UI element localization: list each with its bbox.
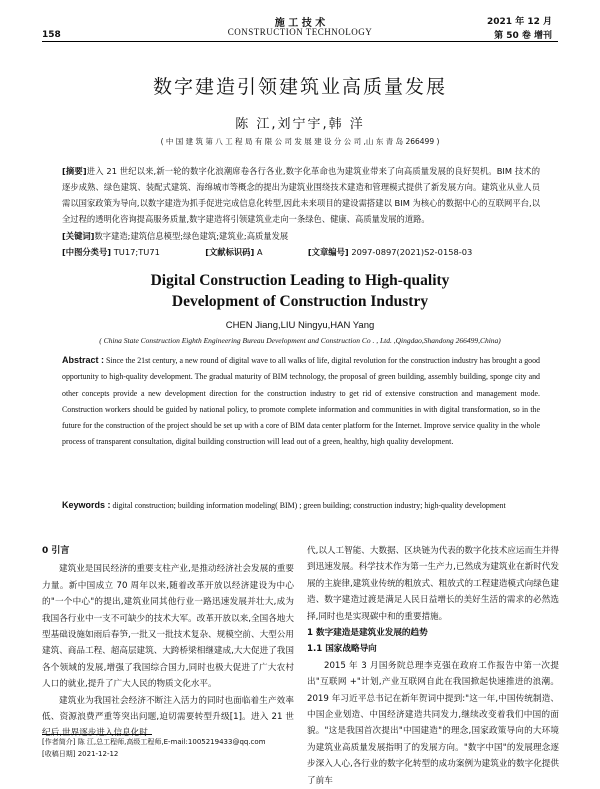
doc-code-value: A bbox=[256, 247, 263, 257]
affiliation-en: ( China State Construction Eighth Engineering Bureau Development and Construction Co . , Ltd. ,Qingdao,Shandong 266499,China) bbox=[99, 336, 501, 345]
journal-title-cn: 施 工 技 术 bbox=[274, 18, 326, 29]
title-cn: 数字建造引领建筑业高质量发展 bbox=[152, 76, 447, 98]
title-en: Digital Construction Leading to High-quality Development of Construction Industry bbox=[150, 272, 450, 310]
section-0-heading: 0 引言 bbox=[42, 546, 70, 556]
left-paragraph-2: 建筑业为我国社会经济不断注入活力的同时也面临着生产效率低、资源浪费严重等突出问题,迫切需要转型升级[1]。进入 21 世 bbox=[42, 695, 294, 723]
keywords-en bbox=[62, 497, 540, 514]
footnote bbox=[42, 737, 294, 760]
article-number-value: 2097-0897(2021)S2-0158-03 bbox=[351, 247, 473, 257]
issue-date: 2021 年 12 月 bbox=[487, 17, 552, 27]
abstract-cn bbox=[62, 163, 540, 227]
received-date-text: 2021-12-12 bbox=[77, 749, 119, 758]
article-number-label: [文章编号] bbox=[307, 247, 349, 257]
right-column bbox=[307, 543, 559, 789]
keywords-cn bbox=[62, 228, 540, 244]
abstract-cn-text: 进入 21 世纪以来,新一轮的数字化浪潮席卷各行各业,数字化革命也为建筑业带来了向高质量发展的良好契机。BIM 技术的逐步成熟、绿色建筑、装配式建筑、海绵城市等概念的提出为建筑业围绕技术建造和管理模式提供了新发展方向。建筑业从业人员需以国家政策为导向,以数字建造为抓手促进完成信息化转型,因此未来项目的建设需搭建以 BIM 为核心的数据中心的互联网平台,以全过程的透明化咨询提高服务质量,数字建造将引领建筑业走向一条绿色、健康、高质量发展的道路。 bbox=[62, 166, 541, 224]
right-paragraph-2: 2015 年 3 月国务院总理李克强在政府工作报告中第一次提出"互联网 +"计划,产业互联网自此在我国掀起快速推进的浪潮。2019 年习近平总书记在新年贺词中提到:"这一年,中国传统制造、中国企业划造、中国经济建造共同发力,继续改变着我们中国的面貌。"这是我国首次提出"中国建造"的理念,国家政策导向的大环境为建筑业高质量发展指明了的发展方向。"数字中国"的发展理念逐步深入人心,各行业的数字化转型的成功案例为建筑业的数字化提供了前车 bbox=[307, 660, 559, 786]
authors-cn: 陈 江,刘宁宇,韩 洋 bbox=[235, 117, 365, 132]
author-note-label: [作者简介] bbox=[42, 738, 76, 746]
keywords-en-label: Keywords : bbox=[62, 500, 111, 510]
keywords-en-text: digital construction; building information modeling( BIM) ; green building; construction industry; high-quality development bbox=[112, 501, 506, 510]
footnote-rule bbox=[42, 734, 152, 735]
abstract-en bbox=[62, 352, 540, 451]
abstract-cn-label: [摘要] bbox=[62, 166, 87, 176]
clc-value: TU17;TU71 bbox=[113, 247, 160, 257]
author-note bbox=[42, 737, 294, 749]
abstract-en-text: Since the 21st century, a new round of digital wave to all walks of life, digital revolution for the construction industry has brought a good opportunity to high-quality development. The gradual maturity of BIM technology, the proposal of green building, assembly building, sponge city and other concepts provide a new development direction for the construction industry to get rid of extensive construction and management mode. Construction workers should be guided by national policy, to promote complete information and communities in with digital transformation, so in the future for the construction of the project should be set up with a core of BIM data center platform for the Internet. Improve service quality in the whole process of transparent consultation, digital building construction will lead out of a green, healthy, high quality development. bbox=[62, 356, 540, 447]
received-date bbox=[42, 749, 294, 761]
issue-volume: 第 50 卷 增刊 bbox=[494, 31, 552, 41]
author-note-text: 陈 江,总工程师,高级工程师,E-mail:1005219433@qq.com bbox=[77, 738, 266, 746]
affiliation-cn: ( 中 国 建 筑 第 八 工 程 局 有 限 公 司 发 展 建 设 分 公 司 ,山 东 青 岛 266499 ) bbox=[160, 137, 440, 146]
left-paragraph-1: 建筑业是国民经济的重要支柱产业,是推动经济社会发展的重要力量。新中国成立 70 周年以来,随着改革开放以经济建设为中心的"一个中心"的提出,建筑业同其他行业一路迅速发展并壮大,成为我国各行业中一支不可缺少的技术大军。改革开放以来,全国各地大型基础设施如雨后春笋,一批又一批技术复杂、规模空前、大型公用建筑、商品工程、超高层建筑、大跨桥梁相继建成,大大促进了我国各个领域的发展,增强了我国综合国力,同时也极大促进了广大农村人口的就业,提升了广大人民的物质文化水平。 bbox=[42, 564, 294, 690]
doc-code-label: [文献标识码] bbox=[205, 247, 255, 257]
section-1-1-heading: 1.1 国家战略导向 bbox=[307, 644, 377, 655]
right-paragraph-1: 代,以人工智能、大数据、区块链为代表的数字化技术应运而生并得到迅速发展。科学技术作为第一生产力,已然成为建筑业在新时代发展的主旋律,建筑业传统的粗放式、粗放式的工程建造模式向绿色建造、数字建造过渡是满足人民日益增长的美好生活的需求的必然选择,同时也是实现碳中和的重要措施。 bbox=[307, 546, 559, 622]
page-number: 158 bbox=[42, 30, 61, 40]
left-column bbox=[42, 543, 294, 742]
authors-en: CHEN Jiang,LIU Ningyu,HAN Yang bbox=[225, 320, 375, 331]
classification-row bbox=[62, 244, 540, 260]
clc-label: [中图分类号] bbox=[62, 247, 112, 257]
journal-title-en: CONSTRUCTION TECHNOLOGY bbox=[227, 27, 373, 37]
header-rule bbox=[42, 41, 558, 42]
keywords-cn-text: 数字建造;建筑信息模型;绿色建筑;建筑业;高质量发展 bbox=[94, 231, 289, 241]
keywords-cn-label: [关键词] bbox=[62, 231, 95, 241]
received-date-label: [收稿日期] bbox=[42, 749, 76, 758]
abstract-en-label: Abstract : bbox=[62, 355, 105, 365]
section-1-heading: 1 数字建造是建筑业发展的趋势 bbox=[307, 628, 428, 639]
